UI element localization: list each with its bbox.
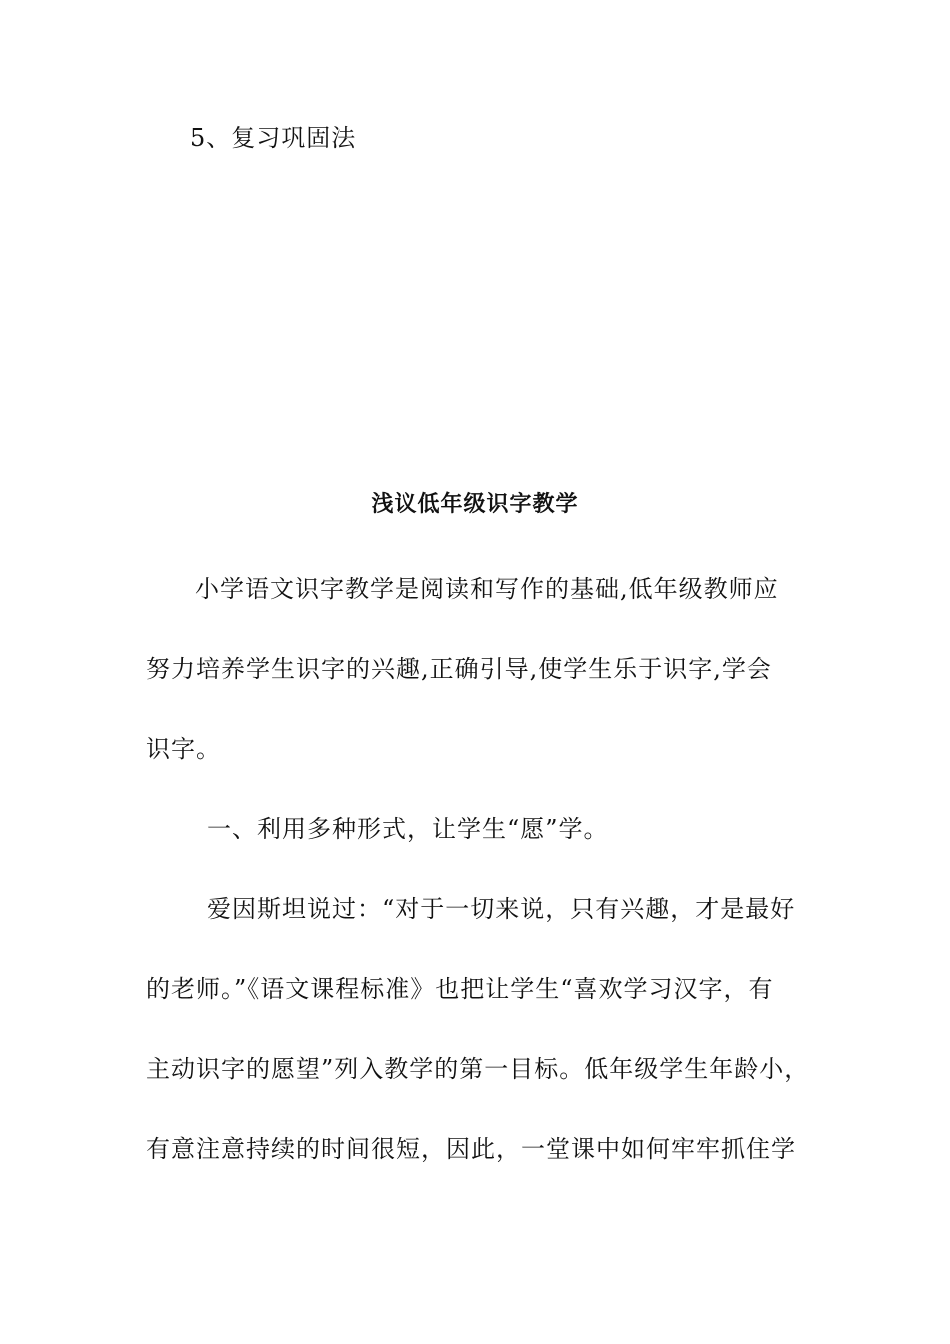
paragraph-line: 识字。 [146,735,221,763]
paragraph-line: 努力培养学生识字的兴趣,正确引导,使学生乐于识字,学会 [146,655,772,683]
section-item: 5、复习巩固法 [190,124,357,152]
paragraph-line: 主动识字的愿望”列入教学的第一目标。低年级学生年龄小， [146,1055,810,1083]
article-title: 浅议低年级识字教学 [371,492,579,517]
paragraph-line: 爱因斯坦说过：“对于一切来说，只有兴趣，才是最好 [207,895,796,923]
paragraph-line: 的老师。”《语文课程标准》也把让学生“喜欢学习汉字，有 [146,975,774,1003]
paragraph-line: 小学语文识字教学是阅读和写作的基础,低年级教师应 [195,575,779,603]
paragraph-line: 有意注意持续的时间很短，因此，一堂课中如何牢牢抓住学 [146,1135,796,1163]
section-heading: 一、利用多种形式，让学生“愿”学。 [207,815,609,843]
